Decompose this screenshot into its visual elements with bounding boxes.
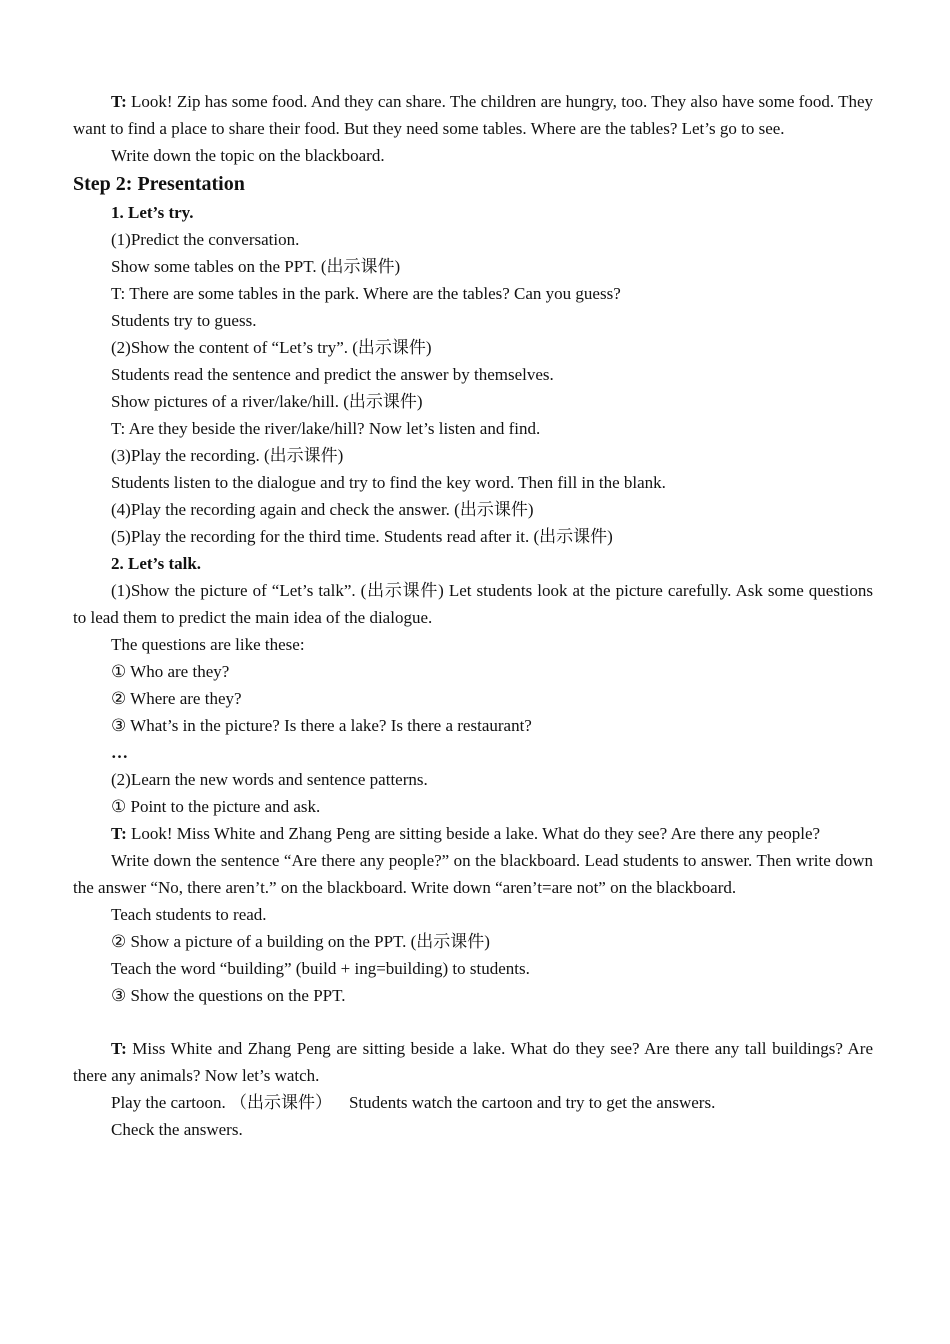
teacher-label: T: — [111, 92, 127, 111]
teacher-label: T: — [111, 824, 127, 843]
paragraph: Teach students to read. — [111, 905, 267, 924]
ellipsis: … — [111, 743, 128, 762]
teacher-line — [73, 1035, 873, 1089]
paragraph: Students listen to the dialogue and try to find the key word. Then fill in the blank. — [111, 473, 666, 492]
spacer — [73, 1009, 873, 1035]
teacher-line-intro — [73, 88, 873, 142]
paragraph: (1)Show the picture of “Let’s talk”. (出示课件) Let students look at the picture carefully. Ask some questions to lead them to predict the main idea of the dialogue. — [73, 581, 873, 627]
paragraph: T: Are they beside the river/lake/hill? Now let’s listen and find. — [111, 419, 541, 438]
list-item: ③ Show the questions on the PPT. — [111, 986, 346, 1005]
paragraph: Students read the sentence and predict the answer by themselves. — [111, 365, 554, 384]
paragraph: (4)Play the recording again and check the answer. (出示课件) — [111, 500, 534, 519]
document-page — [73, 88, 873, 1143]
paragraph: Show some tables on the PPT. (出示课件) — [111, 257, 401, 276]
subheading-lets-talk: 2. Let’s talk. — [111, 554, 202, 573]
teacher-text: Look! Miss White and Zhang Peng are sitting beside a lake. What do they see? Are there any people? — [126, 824, 821, 843]
subheading-lets-try: 1. Let’s try. — [111, 203, 194, 222]
teacher-text: Miss White and Zhang Peng are sitting beside a lake. What do they see? Are there any tall buildings? Are there any animals? Now let’s watch. — [73, 1039, 873, 1085]
list-item: The questions are like these: — [111, 635, 305, 654]
paragraph: Check the answers. — [111, 1120, 243, 1139]
paragraph: Teach the word “building” (build + ing=building) to students. — [111, 959, 530, 978]
paragraph: Show pictures of a river/lake/hill. (出示课件) — [111, 392, 423, 411]
teacher-text: Look! Zip has some food. And they can share. The children are hungry, too. They also have some food. They want to find a place to share their food. But they need some tables. Where are the tables? Let’s go to see. — [73, 92, 873, 138]
paragraph: Students try to guess. — [111, 311, 257, 330]
paragraph: Write down the sentence “Are there any people?” on the blackboard. Lead students to answer. Then write down the answer “No, there aren’t.” on the blackboard. Write down “aren’t=are not” on the blackboard. — [73, 851, 873, 897]
paragraph: Play the cartoon. （出示课件） Students watch the cartoon and try to get the answers. — [111, 1093, 716, 1112]
list-item: ① Who are they? — [111, 662, 230, 681]
list-item: ② Show a picture of a building on the PPT. (出示课件) — [111, 932, 490, 951]
paragraph: (2)Learn the new words and sentence patterns. — [111, 770, 428, 789]
paragraph: (3)Play the recording. (出示课件) — [111, 446, 344, 465]
paragraph: (1)Predict the conversation. — [111, 230, 300, 249]
list-item: ② Where are they? — [111, 689, 242, 708]
paragraph: Write down the topic on the blackboard. — [111, 146, 385, 165]
section-heading: Step 2: Presentation — [73, 173, 245, 195]
list-item: ① Point to the picture and ask. — [111, 797, 321, 816]
teacher-line — [73, 820, 873, 847]
paragraph: T: There are some tables in the park. Where are the tables? Can you guess? — [111, 284, 621, 303]
list-item: ③ What’s in the picture? Is there a lake? Is there a restaurant? — [111, 716, 532, 735]
paragraph: (2)Show the content of “Let’s try”. (出示课件) — [111, 338, 432, 357]
paragraph: (5)Play the recording for the third time. Students read after it. (出示课件) — [111, 527, 613, 546]
teacher-label: T: — [111, 1039, 127, 1058]
